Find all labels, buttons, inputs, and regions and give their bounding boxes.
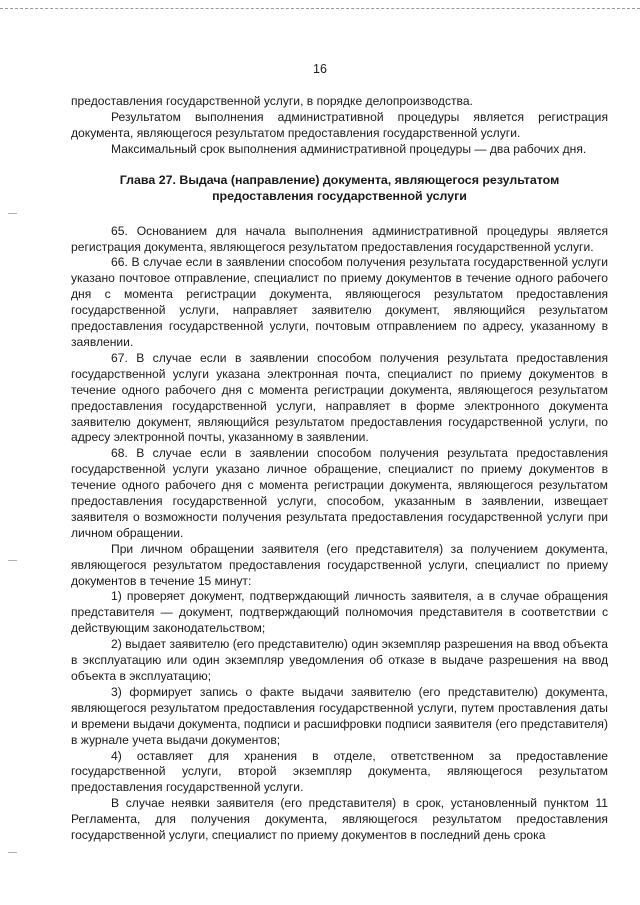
chapter-title: Глава 27. Выдача (направление) документа, являющегося результатом предоставления государственной услуги — [119, 172, 560, 203]
list-item-1: 1) проверяет документ, подтверждающий личность заявителя, а в случае обращения представителя — документ, подтверждающий полномочия представителя в соответствии с действующим законодательством; — [71, 589, 608, 636]
margin-mark — [8, 213, 17, 214]
paragraph-66: 66. В случае если в заявлении способом получения результата государственной услуги указано почтовое отправление, специалист по приему документов в течение одного рабочего дня с момента регистрации документа, являющегося результатом предоставления государственной услуги, направляет заявителю документ, являющийся результатом предоставления государственной услуги, почтовым отправлением по адресу, указанному в заявлении. — [71, 255, 608, 349]
paragraph-65: 65. Основанием для начала выполнения административной процедуры является регистрация документа, являющегося результатом предоставления государственной услуги. — [71, 223, 608, 254]
paragraph-no-show: В случае неявки заявителя (его представителя) в срок, установленный пунктом 11 Регламента, для получения документа, являющегося результатом предоставления государственной услуги, специалист по приему документов в последний день срока — [71, 796, 608, 843]
document-body — [71, 94, 608, 844]
top-dashed-rule — [0, 8, 640, 9]
paragraph-67: 67. В случае если в заявлении способом получения результата предоставления государственной услуги указана электронная почта, специалист по приему документов в течение одного рабочего дня с момента регистрации документа, являющегося результатом предоставления государственной услуги, направляет в форме электронного документа заявителю документ, являющийся результатом предоставления государственной услуги, по адресу электронной почты, указанному в заявлении. — [71, 350, 608, 445]
list-item-3: 3) формирует запись о факте выдачи заявителю (его представителю) документа, являющегося результатом предоставления государственной услуги, путем проставления даты и времени выдачи документа, подписи и расшифровки подписи заявителя (его представителя) в журнале учета выдачи документов; — [71, 684, 608, 747]
margin-mark — [8, 852, 17, 853]
margin-mark — [8, 560, 17, 561]
page-number: 16 — [313, 62, 327, 76]
paragraph: Результатом выполнения административной процедуры является регистрация документа, являющегося результатом предоставления государственной услуги. — [71, 109, 608, 140]
paragraph: Максимальный срок выполнения административной процедуры — два рабочих дня. — [111, 141, 587, 156]
paragraph-continuation: предоставления государственной услуги, в порядке делопроизводства. — [71, 94, 473, 108]
list-item-2: 2) выдает заявителю (его представителю) один экземпляр разрешения на ввод объекта в эксплуатацию или один экземпляр уведомления об отказе в выдаче разрешения на ввод объекта в эксплуатацию; — [71, 637, 608, 683]
paragraph-68: 68. В случае если в заявлении способом получения результата предоставления государственной услуги указано личное обращение, специалист по приему документов в течение одного рабочего дня с момента регистрации документа, являющегося результатом предоставления государственной услуги, способом, указанным в заявлении, извещает заявителя о возможности получения результата предоставления государственной услуги при личном обращении. — [71, 446, 608, 540]
list-item-4: 4) оставляет для хранения в отделе, ответственном за предоставление государственной услуги, второй экземпляр документа, являющегося результатом предоставления государственной услуги. — [71, 748, 608, 795]
paragraph-personal-visit: При личном обращении заявителя (его представителя) за получением документа, являющегося результатом предоставления государственной услуги, специалист по приему документов в течение 15 минут: — [71, 541, 608, 588]
